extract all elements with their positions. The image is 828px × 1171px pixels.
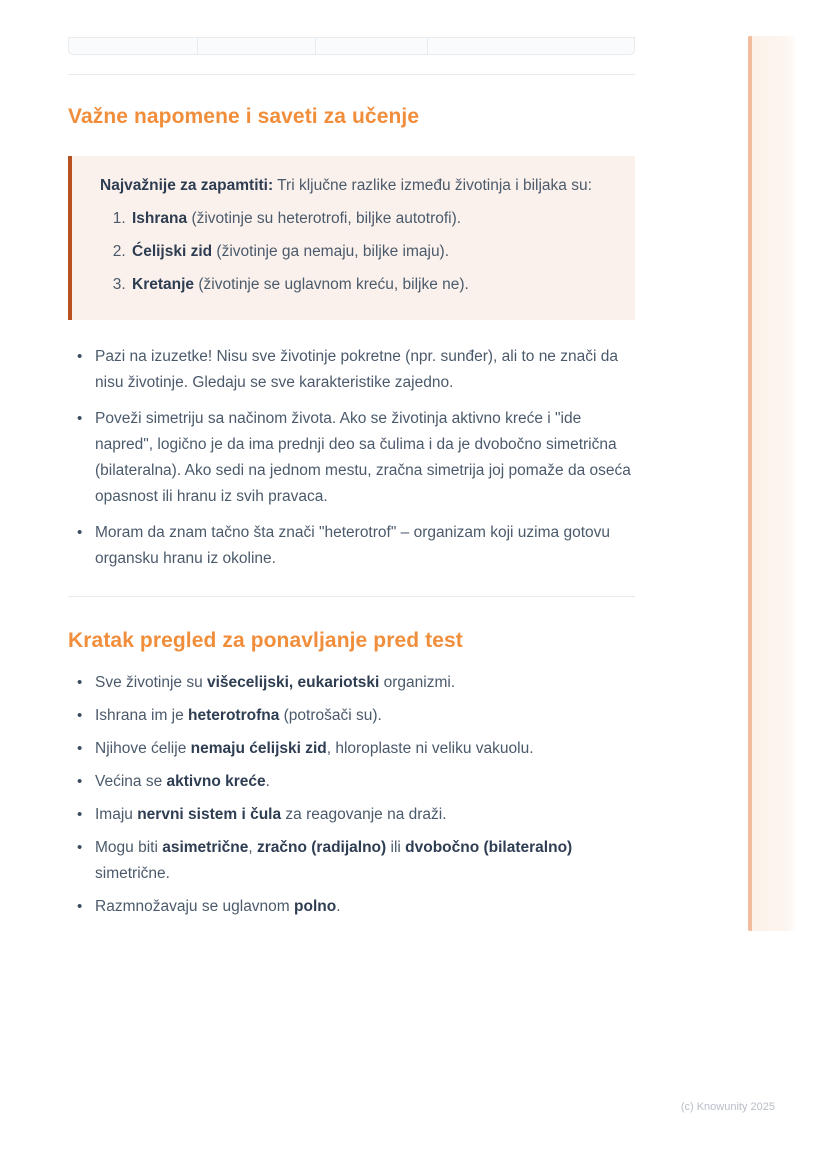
list-item <box>68 703 635 729</box>
text-run: Ishrana im je <box>95 707 189 724</box>
bold-text: zračno (radijalno) <box>257 839 387 856</box>
list-item <box>68 736 635 762</box>
text-run: Njihove ćelije <box>95 740 191 757</box>
bold-text: višecelijski, eukariotski <box>207 674 380 691</box>
text-run: simetrične. <box>95 865 170 882</box>
text-run: Pazi na izuzetke! Nisu sve životinje pokretne (npr. sunđer), ali to ne znači da nisu životinje. Gledaju se sve karakteristike zajedno. <box>95 348 618 391</box>
bold-text: Ishrana <box>132 210 188 227</box>
text-run: za reagovanje na draži. <box>281 806 447 823</box>
text-run: (životinje su heterotrofi, biljke autotrofi). <box>187 210 462 227</box>
text-run: . <box>336 898 341 915</box>
callout-intro <box>100 175 615 196</box>
list-item <box>68 802 635 828</box>
bold-text: Kretanje <box>132 276 195 293</box>
list-item <box>68 894 635 920</box>
table-cell <box>68 37 198 55</box>
list-item <box>130 208 615 229</box>
bold-text: nervni sistem i čula <box>137 806 282 823</box>
document-content <box>68 0 635 927</box>
callout-numbered-list <box>100 208 615 295</box>
bold-text: nemaju ćelijski zid <box>190 740 327 757</box>
text-run: (životinje se uglavnom kreću, biljke ne). <box>194 276 469 293</box>
bold-text: dvobočno (bilateralno) <box>405 839 573 856</box>
text-run: Većina se <box>95 773 167 790</box>
list-item <box>68 406 635 510</box>
section2-title: Kratak pregled za ponavljanje pred test <box>68 629 463 652</box>
text-run: Tri ključne razlike između životinja i biljaka su: <box>273 177 592 194</box>
text-run: Moram da znam tačno šta znači "heterotrof" – organizam koji uzima gotovu organsku hranu iz okoline. <box>95 524 610 567</box>
text-run: Razmnožavaju se uglavnom <box>95 898 295 915</box>
section-divider <box>68 596 635 597</box>
list-item <box>68 769 635 795</box>
list-item <box>130 274 615 295</box>
text-run: Imaju <box>95 806 138 823</box>
bold-text: Najvažnije za zapamtiti: <box>100 177 274 194</box>
text-run: Sve životinje su <box>95 674 207 691</box>
summary-list <box>68 670 635 920</box>
bold-text: aktivno kreće <box>166 773 266 790</box>
bold-text: asimetrične <box>162 839 249 856</box>
table-cell <box>198 37 316 55</box>
list-item <box>68 520 635 572</box>
text-run: Mogu biti <box>95 839 163 856</box>
footer-credit: (c) Knowunity 2025 <box>680 1101 775 1113</box>
study-tips-list <box>68 344 635 572</box>
text-run: . <box>265 773 270 790</box>
text-run: , <box>248 839 257 856</box>
section-divider <box>68 74 635 75</box>
text-run: organizmi. <box>379 674 456 691</box>
text-run: (životinje ga nemaju, biljke imaju). <box>212 243 450 260</box>
bold-text: heterotrofna <box>188 707 280 724</box>
list-item <box>130 241 615 262</box>
list-item <box>68 670 635 696</box>
bold-text: polno <box>294 898 337 915</box>
text-run: ili <box>386 839 406 856</box>
page-edge-decoration <box>748 36 795 931</box>
text-run: Poveži simetriju sa načinom života. Ako se životinja aktivno kreće i "ide napred", logično je da ima prednji deo sa čulima i da je dvobočno simetrična (bilateralna). Ako sedi na jednom mestu, zračna simetrija joj pomaže da oseća opasnost ili hranu iz svih pravaca. <box>95 410 631 505</box>
bold-text: Ćelijski zid <box>132 243 213 260</box>
list-item <box>68 835 635 887</box>
list-item <box>68 344 635 396</box>
table-fragment <box>68 37 635 55</box>
text-run: , hloroplaste ni veliku vakuolu. <box>326 740 534 757</box>
section1-title: Važne napomene i saveti za učenje <box>68 105 420 128</box>
table-cell <box>316 37 428 55</box>
callout-box <box>68 156 635 320</box>
table-cell <box>428 37 635 55</box>
text-run: (potrošači su). <box>279 707 382 724</box>
